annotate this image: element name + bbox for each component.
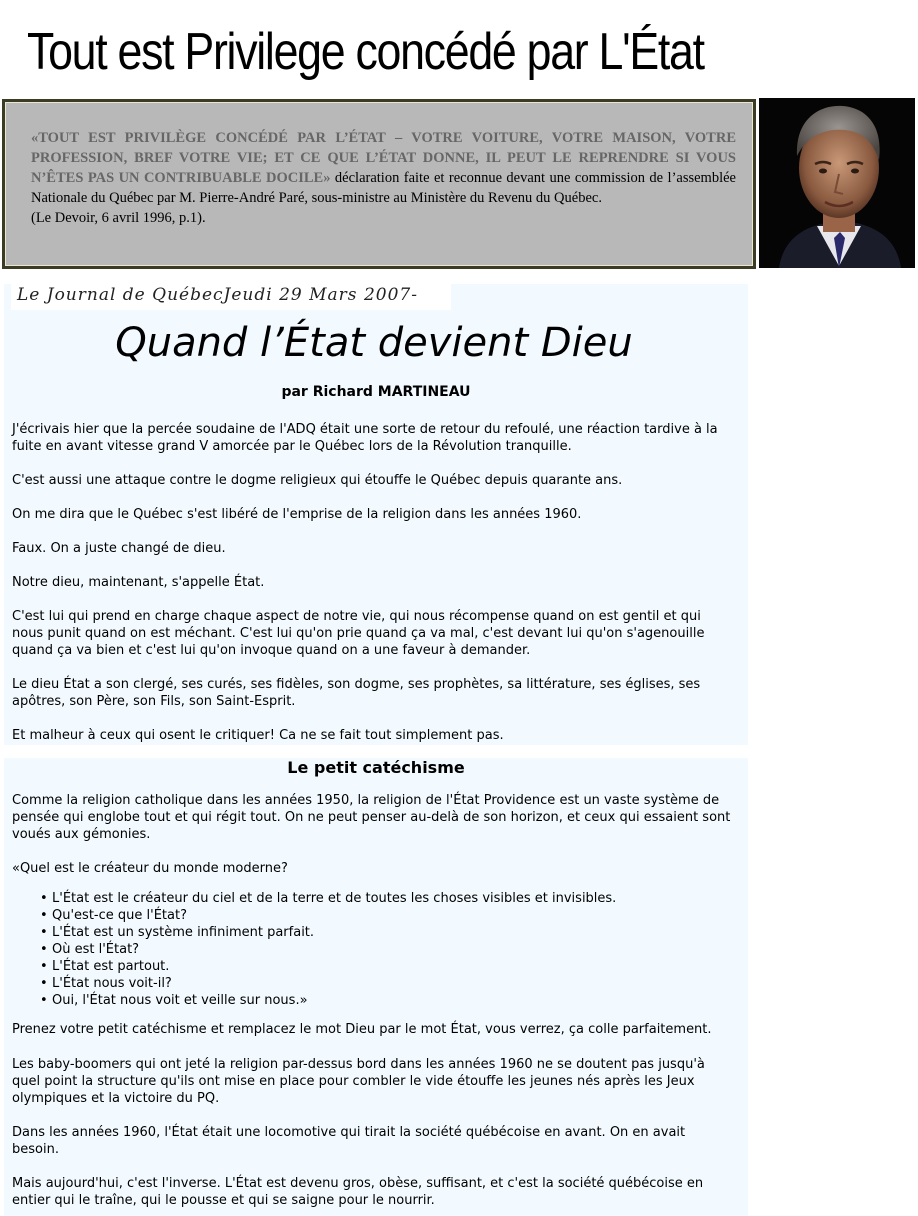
section-title: Le petit catéchisme [287,758,465,777]
catechism-paragraph: Prenez votre petit catéchisme et remplacez le mot Dieu par le mot État, vous verrez, ça colle parfaitement. [12,1022,712,1037]
portrait-photo [759,98,915,268]
article-headline: Quand l’État devient Dieu [115,320,633,366]
quote-text [31,128,736,228]
article-dateline: Le Journal de QuébecJeudi 29 Mars 2007- [11,284,451,310]
list-item: • Oui, l'État nous voit et veille sur nous.» [40,992,616,1009]
quote-attribution: déclaration faite et reconnue devant une commission de l’assemblée Nationale du Québec par M. Pierre-André Paré, sous-ministre au Ministère du Revenu du Québec. [31,170,736,206]
list-item: • L'État est un système infiniment parfait. [40,924,616,941]
quote-box [2,99,756,269]
list-item: • L'État est le créateur du ciel et de la terre et de toutes les choses visibles et invisibles. [40,890,616,907]
list-item: • L'État est partout. [40,958,616,975]
article-paragraph: J'écrivais hier que la percée soudaine de l'ADQ était une sorte de retour du refoulé, une réaction tardive à la fuite en avant vitesse grand V amorcée par le Québec lors de la Révolution tranquille. [12,422,718,454]
catechism-paragraph: Dans les années 1960, l'État était une locomotive qui tirait la société québécoise en avant. On en avait besoin. [12,1125,686,1157]
catechism-paragraph: Les baby-boomers qui ont jeté la religion par-dessus bord dans les années 1960 ne se doutent pas jusqu'à quel point la structure qu'ils ont mise en place pour combler le vide étouffe les jeunes nés après les Jeux olympiques et la victoire du PQ. [12,1057,705,1106]
article-paragraph: On me dira que le Québec s'est libéré de l'emprise de la religion dans les années 1960. [12,507,582,522]
portrait-image [759,98,915,268]
catechism-paragraph: Mais aujourd'hui, c'est l'inverse. L'État est devenu gros, obèse, suffisant, et c'est la société québécoise en entier qui le traîne, qui le pousse et qui se saigne pour le nourrir. [12,1176,704,1208]
page-title: Tout est Privilege concédé par L'État [27,23,704,81]
article-author: par Richard MARTINEAU [281,384,471,400]
article-paragraph: Et malheur à ceux qui osent le critiquer! Ca ne se fait tout simplement pas. [12,728,504,743]
catechism-list [40,890,616,1009]
article-paragraph: C'est lui qui prend en charge chaque aspect de notre vie, qui nous récompense quand on est gentil et qui nous punit quand on est méchant. C'est lui qu'on prie quand ça va mal, c'est devant lui qu'on s'agenouille quand ça va bien et c'est lui qu'on invoque quand on a une faveur à demander. [12,609,705,658]
article-paragraph: C'est aussi une attaque contre le dogme religieux qui étouffe le Québec depuis quarante ans. [12,473,623,488]
article-paragraph: Notre dieu, maintenant, s'appelle État. [12,575,265,590]
list-item: • Qu'est-ce que l'État? [40,907,616,924]
quote-caps-text: «TOUT EST PRIVILÈGE CONCÉDÉ PAR L’ÉTAT – VOTRE VOITURE, VOTRE MAISON, VOTRE PROFESSION, BREF VOTRE VIE; ET CE QUE L’ÉTAT DONNE, IL PEUT LE REPRENDRE SI VOUS N’ÊTES PAS UN CONTRIBUABLE DOCILE» [31,130,736,186]
list-item: • Où est l'État? [40,941,616,958]
quote-source: (Le Devoir, 6 avril 1996, p.1). [31,210,206,226]
article-paragraph: Le dieu État a son clergé, ses curés, ses fidèles, son dogme, ses prophètes, sa littérature, ses églises, ses apôtres, son Père, son Fils, son Saint-Esprit. [12,677,701,709]
catechism-intro: Comme la religion catholique dans les années 1950, la religion de l'État Providence est un vaste système de pensée qui englobe tout et qui régit tout. On ne peut penser au-delà de son horizon, et ceux qui essaient sont voués aux gémonies. [12,793,731,842]
article-paragraph: Faux. On a juste changé de dieu. [12,541,226,556]
catechism-question: «Quel est le créateur du monde moderne? [12,861,288,876]
list-item: • L'État nous voit-il? [40,975,616,992]
